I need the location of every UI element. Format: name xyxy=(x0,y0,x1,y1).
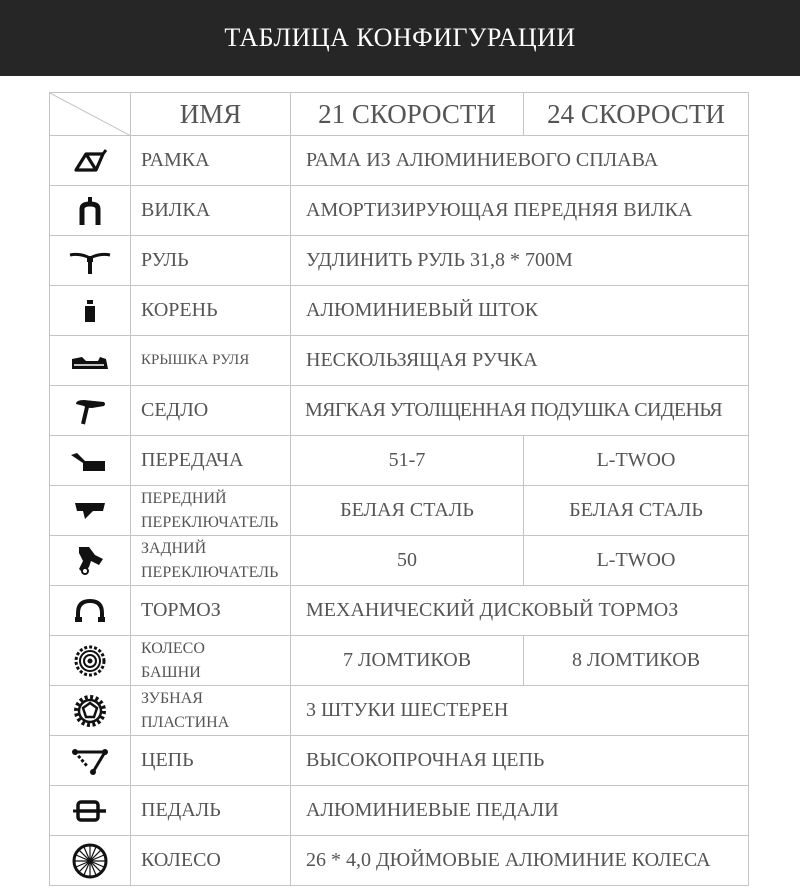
row-value: ВЫСОКОПРОЧНАЯ ЦЕПЬ xyxy=(291,736,749,786)
row-name-line2: ПЕРЕКЛЮЧАТЕЛЬ xyxy=(141,563,279,581)
row-icon-cell xyxy=(50,786,131,836)
brake-icon xyxy=(73,597,107,625)
row-value-24: 8 ЛОМТИКОВ xyxy=(524,636,749,686)
table-row xyxy=(50,586,749,636)
table-row xyxy=(50,336,749,386)
header-24-speeds: 24 СКОРОСТИ xyxy=(524,93,749,136)
row-name-line2: ПЕРЕКЛЮЧАТЕЛЬ xyxy=(141,513,279,531)
row-value-21: 51-7 xyxy=(291,436,524,486)
row-value: 3 ШТУКИ ШЕСТЕРЕН xyxy=(291,686,749,736)
corner-cell xyxy=(50,93,131,136)
table-row xyxy=(50,786,749,836)
row-icon-cell xyxy=(50,686,131,736)
row-icon-cell xyxy=(50,436,131,486)
chain-icon xyxy=(71,746,109,776)
row-icon-cell xyxy=(50,636,131,686)
row-value-24: L-TWOO xyxy=(524,436,749,486)
table-row xyxy=(50,136,749,186)
row-name: КРЫШКА РУЛЯ xyxy=(131,336,291,386)
row-icon-cell xyxy=(50,186,131,236)
pedal-icon xyxy=(70,796,110,826)
row-name xyxy=(131,636,291,686)
row-name xyxy=(131,536,291,586)
table-row xyxy=(50,536,749,586)
row-value: НЕСКОЛЬЗЯЩАЯ РУЧКА xyxy=(291,336,749,386)
row-icon-cell xyxy=(50,586,131,636)
table-row xyxy=(50,236,749,286)
rear-derailleur-icon xyxy=(73,543,107,579)
row-name: РУЛЬ xyxy=(131,236,291,286)
row-value: АЛЮМИНИЕВЫЕ ПЕДАЛИ xyxy=(291,786,749,836)
wheel-icon xyxy=(71,842,109,880)
table-row xyxy=(50,836,749,886)
row-value: МЯГКАЯ УТОЛЩЕННАЯ ПОДУШКА СИДЕНЬЯ xyxy=(291,386,749,436)
table-row xyxy=(50,186,749,236)
page-title: ТАБЛИЦА КОНФИГУРАЦИИ xyxy=(224,23,576,52)
chainring-icon xyxy=(72,693,108,729)
row-name: КОЛЕСО xyxy=(131,836,291,886)
diagonal-line xyxy=(50,93,131,136)
row-icon-cell xyxy=(50,736,131,786)
row-icon-cell xyxy=(50,286,131,336)
row-name: ТОРМОЗ xyxy=(131,586,291,636)
row-name: ПЕДАЛЬ xyxy=(131,786,291,836)
row-name-line2: ПЛАСТИНА xyxy=(141,713,230,731)
row-name-line2: БАШНИ xyxy=(141,663,201,681)
fork-icon xyxy=(75,195,105,227)
row-icon-cell xyxy=(50,486,131,536)
row-value: УДЛИНИТЬ РУЛЬ 31,8 * 700М xyxy=(291,236,749,286)
row-name-line1: ЗУБНАЯ xyxy=(141,689,203,707)
stem-icon xyxy=(80,296,100,326)
row-value: 26 * 4,0 ДЮЙМОВЫЕ АЛЮМИНИЕ КОЛЕСА xyxy=(291,836,749,886)
table-row xyxy=(50,286,749,336)
table-row xyxy=(50,686,749,736)
saddle-icon xyxy=(72,396,108,426)
table-row xyxy=(50,636,749,686)
cassette-icon xyxy=(73,644,107,678)
row-value-21: 50 xyxy=(291,536,524,586)
table-row xyxy=(50,436,749,486)
row-name: ЦЕПЬ xyxy=(131,736,291,786)
front-derailleur-icon xyxy=(71,497,109,525)
row-value-24: L-TWOO xyxy=(524,536,749,586)
page-banner xyxy=(0,0,800,76)
row-name: ПЕРЕДАЧА xyxy=(131,436,291,486)
row-name: РАМКА xyxy=(131,136,291,186)
row-icon-cell xyxy=(50,336,131,386)
row-icon-cell xyxy=(50,836,131,886)
row-name xyxy=(131,686,291,736)
row-name-line1: КОЛЕСО xyxy=(141,639,205,657)
handlebar-icon xyxy=(68,246,112,276)
header-21-speeds: 21 СКОРОСТИ xyxy=(291,93,524,136)
row-name: КОРЕНЬ xyxy=(131,286,291,336)
grip-icon xyxy=(68,347,112,375)
row-name-line1: ПЕРЕДНИЙ xyxy=(141,489,227,507)
row-icon-cell xyxy=(50,236,131,286)
row-name: ВИЛКА xyxy=(131,186,291,236)
header-name: ИМЯ xyxy=(131,93,291,136)
row-value-24: БЕЛАЯ СТАЛЬ xyxy=(524,486,749,536)
row-value: АЛЮМИНИЕВЫЙ ШТОК xyxy=(291,286,749,336)
shifter-icon xyxy=(69,447,111,475)
row-icon-cell xyxy=(50,536,131,586)
frame-icon xyxy=(70,146,110,176)
table-header-row xyxy=(50,93,749,136)
table-row xyxy=(50,736,749,786)
row-value-21: БЕЛАЯ СТАЛЬ xyxy=(291,486,524,536)
row-value: АМОРТИЗИРУЮЩАЯ ПЕРЕДНЯЯ ВИЛКА xyxy=(291,186,749,236)
table-row xyxy=(50,386,749,436)
row-name xyxy=(131,486,291,536)
table-row xyxy=(50,486,749,536)
row-icon-cell xyxy=(50,386,131,436)
row-value: РАМА ИЗ АЛЮМИНИЕВОГО СПЛАВА xyxy=(291,136,749,186)
row-value: МЕХАНИЧЕСКИЙ ДИСКОВЫЙ ТОРМОЗ xyxy=(291,586,749,636)
row-value-21: 7 ЛОМТИКОВ xyxy=(291,636,524,686)
configuration-table xyxy=(49,92,749,886)
row-name: СЕДЛО xyxy=(131,386,291,436)
row-name-line1: ЗАДНИЙ xyxy=(141,539,207,557)
row-icon-cell xyxy=(50,136,131,186)
